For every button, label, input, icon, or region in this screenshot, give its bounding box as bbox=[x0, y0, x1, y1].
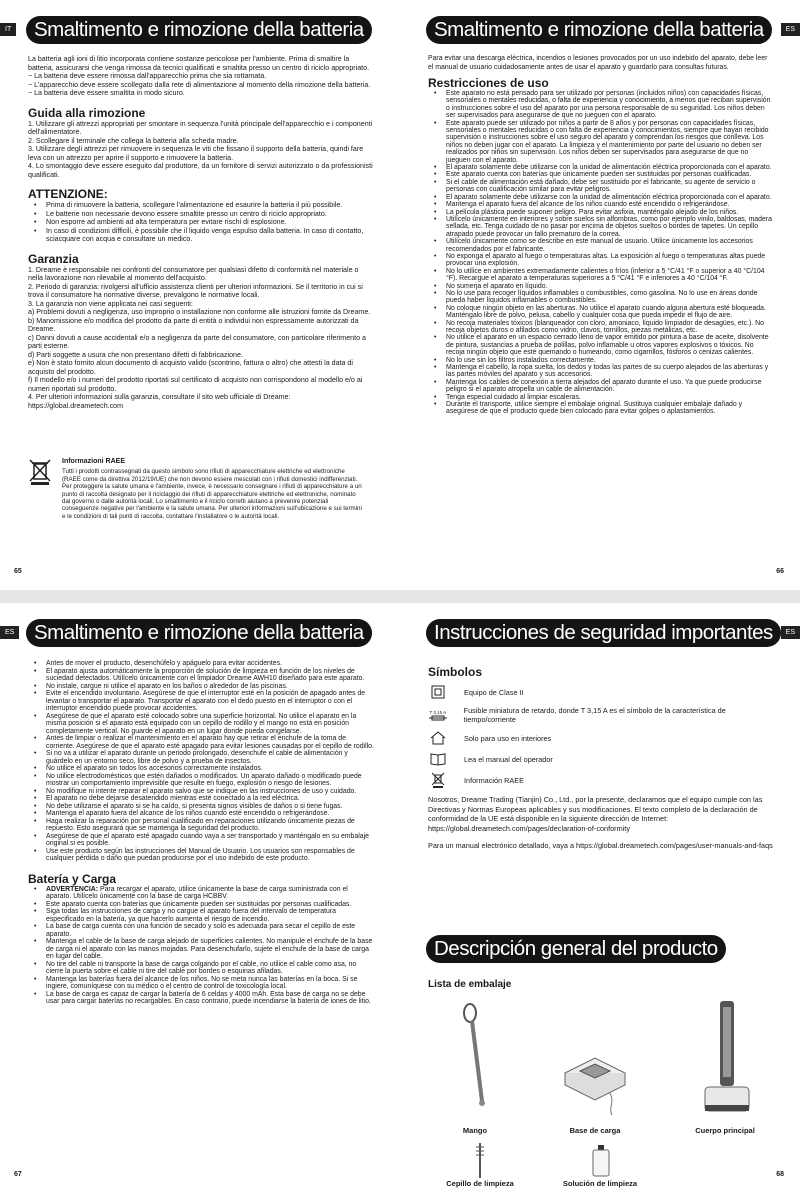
list-item: • Le batterie non necessarie devono essere smaltite presso un centro di riciclo appropriato. bbox=[46, 210, 374, 219]
list-item: • No utilice el aparato en un espacio cerrado lleno de vapor emitido por pintura a base de aceite, disolvente de pintura, sustancias a prueba de polillas, polvo inflamable u otros vapores explosivos o tóxicos. No recoja ningún objeto que esté quemando o humeando, como cigarrillos, fósforos o cenizas calientes. bbox=[446, 334, 774, 356]
warranty-item: d) Parti soggette a usura che non presentano difetti di fabbricazione. bbox=[28, 350, 243, 359]
section-title: ATTENZIONE: bbox=[28, 187, 108, 201]
list-item: • El aparato ajusta automáticamente la proporción de solución de limpieza en función de los niveles de suciedad detectados. Utilícelo únicamente con el limpiador Dreame AWH10 diseñado para este aparato. bbox=[46, 668, 374, 683]
list-item: • No lo utilice en ambientes extremadamente calientes o fríos (inferior a 5 °C/41 °F o superior a 40 °C/104 °F). Recargue el aparato a temperaturas superiores a 5 °C/41 °F e inferiores a 40 °C/104 °F. bbox=[446, 268, 774, 283]
list-item: • Si no va a utilizar el aparato durante un periodo prolongado, desenchufe el cable de alimentación y guárdelo en un entorno seco, libre de polvo y a prueba de insectos. bbox=[46, 750, 374, 765]
list-item: • Asegúrese de que el aparato esté apagado cuando vaya a ser transportado y manténgalo en su embalaje original si es posible. bbox=[46, 833, 374, 848]
intro-paragraph: La batteria agli ioni di litio incorporata contiene sostanze pericolose per l'ambiente. Prima di smaltire la batteria, assicurarsi che venga rimossa da tecnici qualificati e smaltita presso un centro di riciclo appropriato. bbox=[28, 55, 370, 72]
cleaning-solution-image bbox=[590, 1145, 612, 1182]
intro-line: − La batteria deve essere smaltita in modo sicuro. bbox=[28, 89, 185, 97]
page-number: 66 bbox=[776, 568, 784, 575]
warranty-item: 3. La garanzia non viene applicata nei casi seguenti: bbox=[28, 299, 193, 308]
language-tab: ES bbox=[781, 626, 800, 639]
guide-step: 4. Lo smontaggio deve essere eseguito dal produttore, da un fornitore di servizi autorizzato o da professionisti qualificati. bbox=[28, 162, 373, 179]
page-title: Instrucciones de seguridad importantes bbox=[426, 619, 781, 647]
page-number: 65 bbox=[14, 568, 22, 575]
restrictions-list bbox=[428, 90, 774, 416]
warranty-list bbox=[28, 266, 374, 411]
list-item: • No modifique ni intente reparar el aparato salvo que se indique en las instrucciones de uso y cuidado. bbox=[46, 788, 374, 796]
list-item: • Antes de limpiar o realizar el mantenimiento en el aparato hay que retirar el enchufe de la toma de corriente. Asegúrese de que el aparato esté apagado para evitar lesiones causadas por el cepillo de rodillo. bbox=[46, 735, 374, 750]
page-number: 67 bbox=[14, 1171, 22, 1178]
warning-label: ADVERTENCIA: bbox=[46, 885, 99, 893]
guide-step: 3. Utilizzare degli attrezzi per rimuovere in sequenza le viti che fissano il supporto della batteria, quindi fare leva con un attrezzo per aprire il supporto e rimuovere la batteria. bbox=[28, 145, 364, 162]
list-item: • Asegúrese de que el aparato esté colocado sobre una superficie horizontal. No utilice el aparato en la misma posición si el aparato está equipado con un cepillo de rodillo y el mango no está en posición completamente vertical. No guarde el aparato en un lugar donde pueda congelarse. bbox=[46, 713, 374, 736]
list-item: • Utilícelo únicamente en interiores y sobre suelos sin alfombras, como por ejemplo vinilo, baldosas, madera sellada, etc. Tenga cuidado de no pasar por encima de objetos sueltos o bordes de tapetes. Un cepillo atrapado puede provocar un fallo prematuro de la correa. bbox=[446, 216, 774, 238]
symbol-label: Información RAEE bbox=[464, 775, 525, 785]
fuse-icon bbox=[428, 708, 448, 722]
section-banner: Descripción general del producto bbox=[426, 935, 726, 963]
list-item: • Este aparato puede ser utilizado por niños a partir de 8 años y por personas con capacidades físicas, sensoriales o mentales reducidas o con falta de experiencia y conocimientos, siempre que hayan recibido supervisión o instrucciones sobre el uso seguro del aparato y comprendan los riesgos que conlleva. Los niños no deben jugar con el aparato. La limpieza y el mantenimiento por parte del usuario no deben ser realizados por niños sin supervisión. Los niños deben ser supervisados para asegurarse de que no jueguen con el aparato. bbox=[446, 120, 774, 164]
list-item: • Mantenga el aparato fuera del alcance de los niños cuando esté encendido o refrigerándose. bbox=[46, 810, 374, 818]
list-item: • No tire del cable ni transporte la base de carga colgando por el cable, no utilice el cable como asa, no cierre la puerta sobre el cable ni tire del cable por bordes o esquinas afiladas. bbox=[46, 961, 374, 976]
section-title: Símbolos bbox=[428, 665, 483, 679]
list-item: • Mantenga las baterías fuera del alcance de los niños. No se meta nunca las baterías en la boca. Si se ingiere, comuníquese con su médico o el centro de control de toxicología local. bbox=[46, 976, 374, 991]
symbol-label: Equipo de Clase II bbox=[464, 687, 524, 697]
guide-step: 2. Scollegare il terminale che collega la batteria alla scheda madre. bbox=[28, 136, 239, 145]
product-label: Solución de limpieza bbox=[562, 1179, 638, 1188]
page-number: 68 bbox=[776, 1171, 784, 1178]
list-item: • Este aparato cuenta con baterías que únicamente pueden ser sustituidas por personas cualificadas. bbox=[446, 171, 774, 178]
page-title: Smaltimento e rimozione della batteria bbox=[426, 16, 772, 44]
list-item: • Antes de mover el producto, desenchúfelo y apáguelo para evitar accidentes. bbox=[46, 660, 374, 668]
list-item: • Haga realizar la reparación por personal cualificado en reparaciones utilizando únicamente piezas de repuesto. Esto asegurará que se mantenga la seguridad del producto. bbox=[46, 818, 374, 833]
list-item: • No exponga el aparato al fuego o temperaturas altas. La exposición al fuego o temperaturas altas puede provocar una explosión. bbox=[446, 253, 774, 268]
manual-icon bbox=[428, 752, 448, 766]
raee-text: Tutti i prodotti contrassegnati da questo simbolo sono rifiuti di apparecchiature elettriche ed elettroniche (RAEE come da direttiva 2012/19/UE) che non devono essere mescolati con i rifiuti domestici indifferenziati. Per proteggere la salute umana e l'ambiente, invece, è necessario consegnare i rifiuti di apparecchiature a un punto di raccolta designato per il riciclaggio dei rifiuti di apparecchiature elettriche ed elettroniche, nominato dal governo o dalle autorità locali. Lo smaltimento e il riciclo corretti aiutano a prevenire potenziali conseguenze negative per l'ambiente e la salute umana. Per ulteriori informazioni sull'ubicazione e sui termini e le condizioni di tali punti di raccolta, contattare l'installatore o le autorità locali. bbox=[62, 468, 362, 520]
list-item: • El aparato solamente debe utilizarse con la unidad de alimentación eléctrica proporcionada con el aparato. bbox=[446, 194, 774, 201]
body-text bbox=[28, 660, 374, 1006]
list-item: • Mantenga el aparato fuera del alcance de los niños cuando esté encendido o refrigerándose. bbox=[446, 201, 774, 208]
symbol-row bbox=[428, 731, 774, 745]
body-text bbox=[428, 55, 774, 416]
list-item: • La base de carga es capaz de cargar la batería de 6 celdas y 4000 mAh. Esta base de carga no se debe usar para cargar baterías no recargables. En caso contrario, puede incendiarse la batería de iones de litio. bbox=[46, 991, 374, 1006]
declaration-text: Nosotros, Dreame Trading (Tianjin) Co., Ltd., por la presente, declaramos que el equipo cumple con las Directivas y Normas Europeas aplicables y sus modificaciones. El texto completo de la declaración de conformidad de la UE está disponible en la siguiente dirección de Internet: https://global.dreametech.com/pages/declaration-of-conformity bbox=[428, 795, 763, 833]
list-item: • Durante el transporte, utilice siempre el embalaje original. Sustituya cualquier embalaje dañado y asegúrese de que el producto quede bien colocado para evitar golpes o aplastamientos. bbox=[446, 401, 774, 416]
list-item: • Non esporre ad ambienti ad alta temperatura per evitare rischi di esplosione. bbox=[46, 218, 374, 227]
main-body-image bbox=[695, 999, 755, 1124]
body-text bbox=[28, 55, 374, 410]
list-item: • La película plástica puede suponer peligro. Para evitar asfixia, manténgalo alejado de los niños. bbox=[446, 209, 774, 216]
list-item: • In caso di condizioni difficili, è possibile che il liquido venga espulso dalla batteria. In caso di contatto, sciacquare con acqua e consultare un medico. bbox=[46, 227, 374, 244]
warranty-item: b) Manomissione e/o modifica del prodotto da parte di entità o individui non espressamente autorizzati da Dreame. bbox=[28, 316, 359, 333]
list-item: • Evite el encendido involuntario. Asegúrese de que el interruptor esté en la posición de apagado antes de levantar o transportar el aparato. Transportar el aparato con el dedo puesto en el interruptor o con el interruptor encendido puede provocar accidentes. bbox=[46, 690, 374, 713]
cleaning-brush-image bbox=[472, 1143, 488, 1183]
list-item: • Prima di rimuovere la batteria, scollegare l'alimentazione ed esaurire la batteria il più possibile. bbox=[46, 201, 374, 210]
page-separator bbox=[0, 590, 800, 603]
symbol-row bbox=[428, 706, 774, 724]
list-item: • Mantenga el cable de la base de carga alejado de superficies calientes. No manipule el enchufe de la base de carga ni el aparato con las manos mojadas. Para desenchufarlo, sujete el enchufe de la base de carga en lugar del cable. bbox=[46, 938, 374, 961]
warranty-item: e) Non è stato fornito alcun documento di acquisto valido (scontrino, fattura o altro) che attesti la data di acquisto del prodotto. bbox=[28, 359, 353, 376]
page-65 bbox=[0, 0, 400, 590]
body-text bbox=[428, 665, 774, 851]
intro-paragraph: Para evitar una descarga eléctrica, incendios o lesiones provocados por un uso indebido del aparato, debe leer el manual de usuario cuidadosamente antes de usar el aparato y guardarlo para consultas futuras. bbox=[428, 55, 768, 71]
guide-list bbox=[28, 120, 374, 180]
list-item: • Mantenga los cables de conexión a tierra alejados del aparato durante el uso. Ya que puede producirse peligro si el aparato atropella un cable de alimentación. bbox=[446, 379, 774, 394]
page-67 bbox=[0, 603, 400, 1193]
list-item: • No utilice el aparato sin todos los accesorios correctamente instalados. bbox=[46, 765, 374, 773]
list-item: • No lo use para recoger líquidos inflamables o combustibles, como gasolina. No lo use en áreas donde pueda haber líquidos inflamables o combustibles. bbox=[446, 290, 774, 305]
list-item: • No lo use sin los filtros instalados correctamente. bbox=[446, 357, 774, 364]
symbol-row bbox=[428, 685, 774, 699]
symbol-label: Solo para uso en interiores bbox=[464, 733, 552, 743]
section-title: Garanzia bbox=[28, 251, 79, 266]
list-item: • Utilícelo únicamente como se describe en este manual de usuario. Utilice únicamente los accesorios recomendados por el fabricante. bbox=[446, 238, 774, 253]
warranty-item: 4. Per ulteriori informazioni sulla garanzia, consultare il sito web ufficiale di Dreame: https://global.dreametech.com bbox=[28, 393, 291, 410]
attention-list bbox=[28, 201, 374, 244]
fuse-code: T 3,15 A bbox=[429, 709, 447, 715]
page-title: Smaltimento e rimozione della batteria bbox=[26, 16, 372, 44]
list-item: • Siga todas las instrucciones de carga y no cargue el aparato fuera del intervalo de temperatura especificado en la batería, ya que hacerlo aumenta el riesgo de incendio. bbox=[46, 908, 374, 923]
symbol-row bbox=[428, 752, 774, 766]
list-item bbox=[46, 886, 374, 901]
list-item: • Mantenga el cabello, la ropa suelta, los dedos y todas las partes de su cuerpo alejados de las aberturas y las partes móviles del aparato y sus accesorios. bbox=[446, 364, 774, 379]
page-title: Smaltimento e rimozione della batteria bbox=[26, 619, 372, 647]
intro-line: − La batteria deve essere rimossa dall'apparecchio prima che sia rottamata. bbox=[28, 72, 267, 80]
warranty-item: 2. Periodo di garanzia: rivolgersi all'ufficio assistenza clienti per ulteriori informazioni. Se il territorio in cui si trova il consumatore ha normative diverse, prevalgono le normative locali. bbox=[28, 282, 363, 299]
raee-box bbox=[28, 458, 362, 520]
section-title: Restricciones de uso bbox=[428, 76, 549, 90]
indoor-icon bbox=[428, 731, 448, 745]
list-item: • No utilice electrodomésticos que estén dañados o modificados. Un aparato dañado o modificado puede mostrar un comportamiento imprevisible que resulte en fuego, explosión o riesgo de lesiones. bbox=[46, 773, 374, 788]
list-item: • Use este producto según las instrucciones del Manual de Usuario. Los usuarios son responsables de cualquier pérdida o daño que puedan producirse por el uso indebido de este producto. bbox=[46, 848, 374, 863]
safety-list bbox=[28, 660, 374, 863]
raee-title: Informazioni RAEE bbox=[62, 458, 126, 465]
section-title: Guida alla rimozione bbox=[28, 105, 146, 120]
list-item: • No sumerja el aparato en líquido. bbox=[446, 283, 774, 290]
symbol-label: Lea el manual del operador bbox=[464, 754, 553, 764]
list-item: • Si el cable de alimentación está dañado, debe ser sustituido por el fabricante, su agente de servicio o personas con cualificación similar para evitar peligros. bbox=[446, 179, 774, 194]
section-title: Batería y Carga bbox=[28, 871, 117, 886]
product-label: Mango bbox=[462, 1126, 488, 1135]
warranty-item: 1. Dreame è responsabile nei confronti del consumatore per qualsiasi difetto di conformità nel materiale o nella lavorazione non rilevabile al momento dell'acquisto. bbox=[28, 265, 359, 282]
language-tab: ES bbox=[0, 626, 19, 639]
guide-step: 1. Utilizzare gli attrezzi appropriati per smontare in sequenza l'unità principale dell'apparecchio e i componenti dell'alimentatore. bbox=[28, 119, 373, 136]
warranty-item: c) Danni dovuti a cause accidentali e/o a negligenza da parte del consumatore, con particolare riferimento a parti esterne. bbox=[28, 333, 366, 350]
list-item: • No recoja materiales tóxicos (blanqueador con cloro, amoniaco, líquido limpiador de desagües, etc.). No recoja objetos duros o afilados como vidrio, clavos, tornillos, piezas metálicas, etc. bbox=[446, 320, 774, 335]
list-item: • El aparato solamente debe utilizarse con la unidad de alimentación eléctrica proporcionada con el aparato. bbox=[446, 164, 774, 171]
page-68 bbox=[400, 603, 800, 1193]
weee-icon bbox=[28, 458, 56, 520]
symbol-label: Fusible miniatura de retardo, donde T 3,15 A es el símbolo de la característica de tiempo/corriente bbox=[463, 706, 726, 724]
list-item: • No instale, cargue ni utilice el aparato en los baños o alrededor de las piscinas. bbox=[46, 683, 374, 691]
list-item: • La base de carga cuenta con una función de secado y solo es adecuada para secar el cepillo de este aparato. bbox=[46, 923, 374, 938]
section-title: Lista de embalaje bbox=[428, 979, 512, 990]
intro-line: − L'apparecchio deve essere scollegato dalla rete di alimentazione al momento della rimozione della batteria. bbox=[28, 80, 371, 89]
handle-image bbox=[458, 1001, 498, 1116]
product-label: Base de carga bbox=[569, 1126, 621, 1135]
list-item: • No coloque ningún objeto en las aberturas. No utilice el aparato cuando alguna abertura esté bloqueada. Manténgalo libre de polvo, pelusa, cabello y cualquier cosa que pueda impedir el flujo de aire. bbox=[446, 305, 774, 320]
manual-text: Para un manual electrónico detallado, vaya a https://global.dreametech.com/pages/user-manuals-and-faqs bbox=[428, 841, 773, 851]
charging-base-image bbox=[560, 1043, 630, 1123]
page-66 bbox=[400, 0, 800, 590]
symbol-row bbox=[428, 773, 774, 787]
list-item: • Este aparato cuenta con baterías que únicamente pueden ser sustituidas por personas cualificadas. bbox=[46, 901, 374, 909]
list-item: • El aparato no debe dejarse desatendido mientras esté conectado a la red eléctrica. bbox=[46, 795, 374, 803]
warning-text: Para recargar el aparato, utilice únicamente la base de carga suministrada con el aparato. Utilícelo únicamente con la base de carga HCBBV. bbox=[46, 885, 348, 900]
language-tab: ES bbox=[781, 23, 800, 36]
list-item: • Este aparato no está pensado para ser utilizado por personas (incluidos niños) con capacidades físicas, sensoriales o mentales reducidas, o falta de experiencia y conocimiento, a menos que reciban supervisión o instrucciones sobre el uso del aparato por una persona responsable de su seguridad. Los niños deben ser supervisados para asegurarse de que no jueguen con el aparato. bbox=[446, 90, 774, 120]
list-item: • Tenga especial cuidado al limpiar escaleras. bbox=[446, 394, 774, 401]
list-item: • No debe utilizarse el aparato si se ha caído, si presenta signos visibles de daños o si tiene fugas. bbox=[46, 803, 374, 811]
language-tab: IT bbox=[0, 23, 16, 36]
weee-icon bbox=[428, 773, 448, 787]
warranty-item: f) Il modello e/o i numeri del prodotto riportati sul certificato di acquisto non corrispondono al modello e/o ai numeri riportati sul prodotto. bbox=[28, 376, 363, 393]
warranty-item: a) Problemi dovuti a negligenza, uso improprio o installazione non conforme alle istruzioni fornite da Dreame. bbox=[28, 308, 371, 316]
product-label: Cepillo de limpieza bbox=[446, 1179, 514, 1188]
class-ii-icon bbox=[428, 685, 448, 699]
product-label: Cuerpo principal bbox=[695, 1126, 755, 1135]
battery-list bbox=[28, 886, 374, 1006]
